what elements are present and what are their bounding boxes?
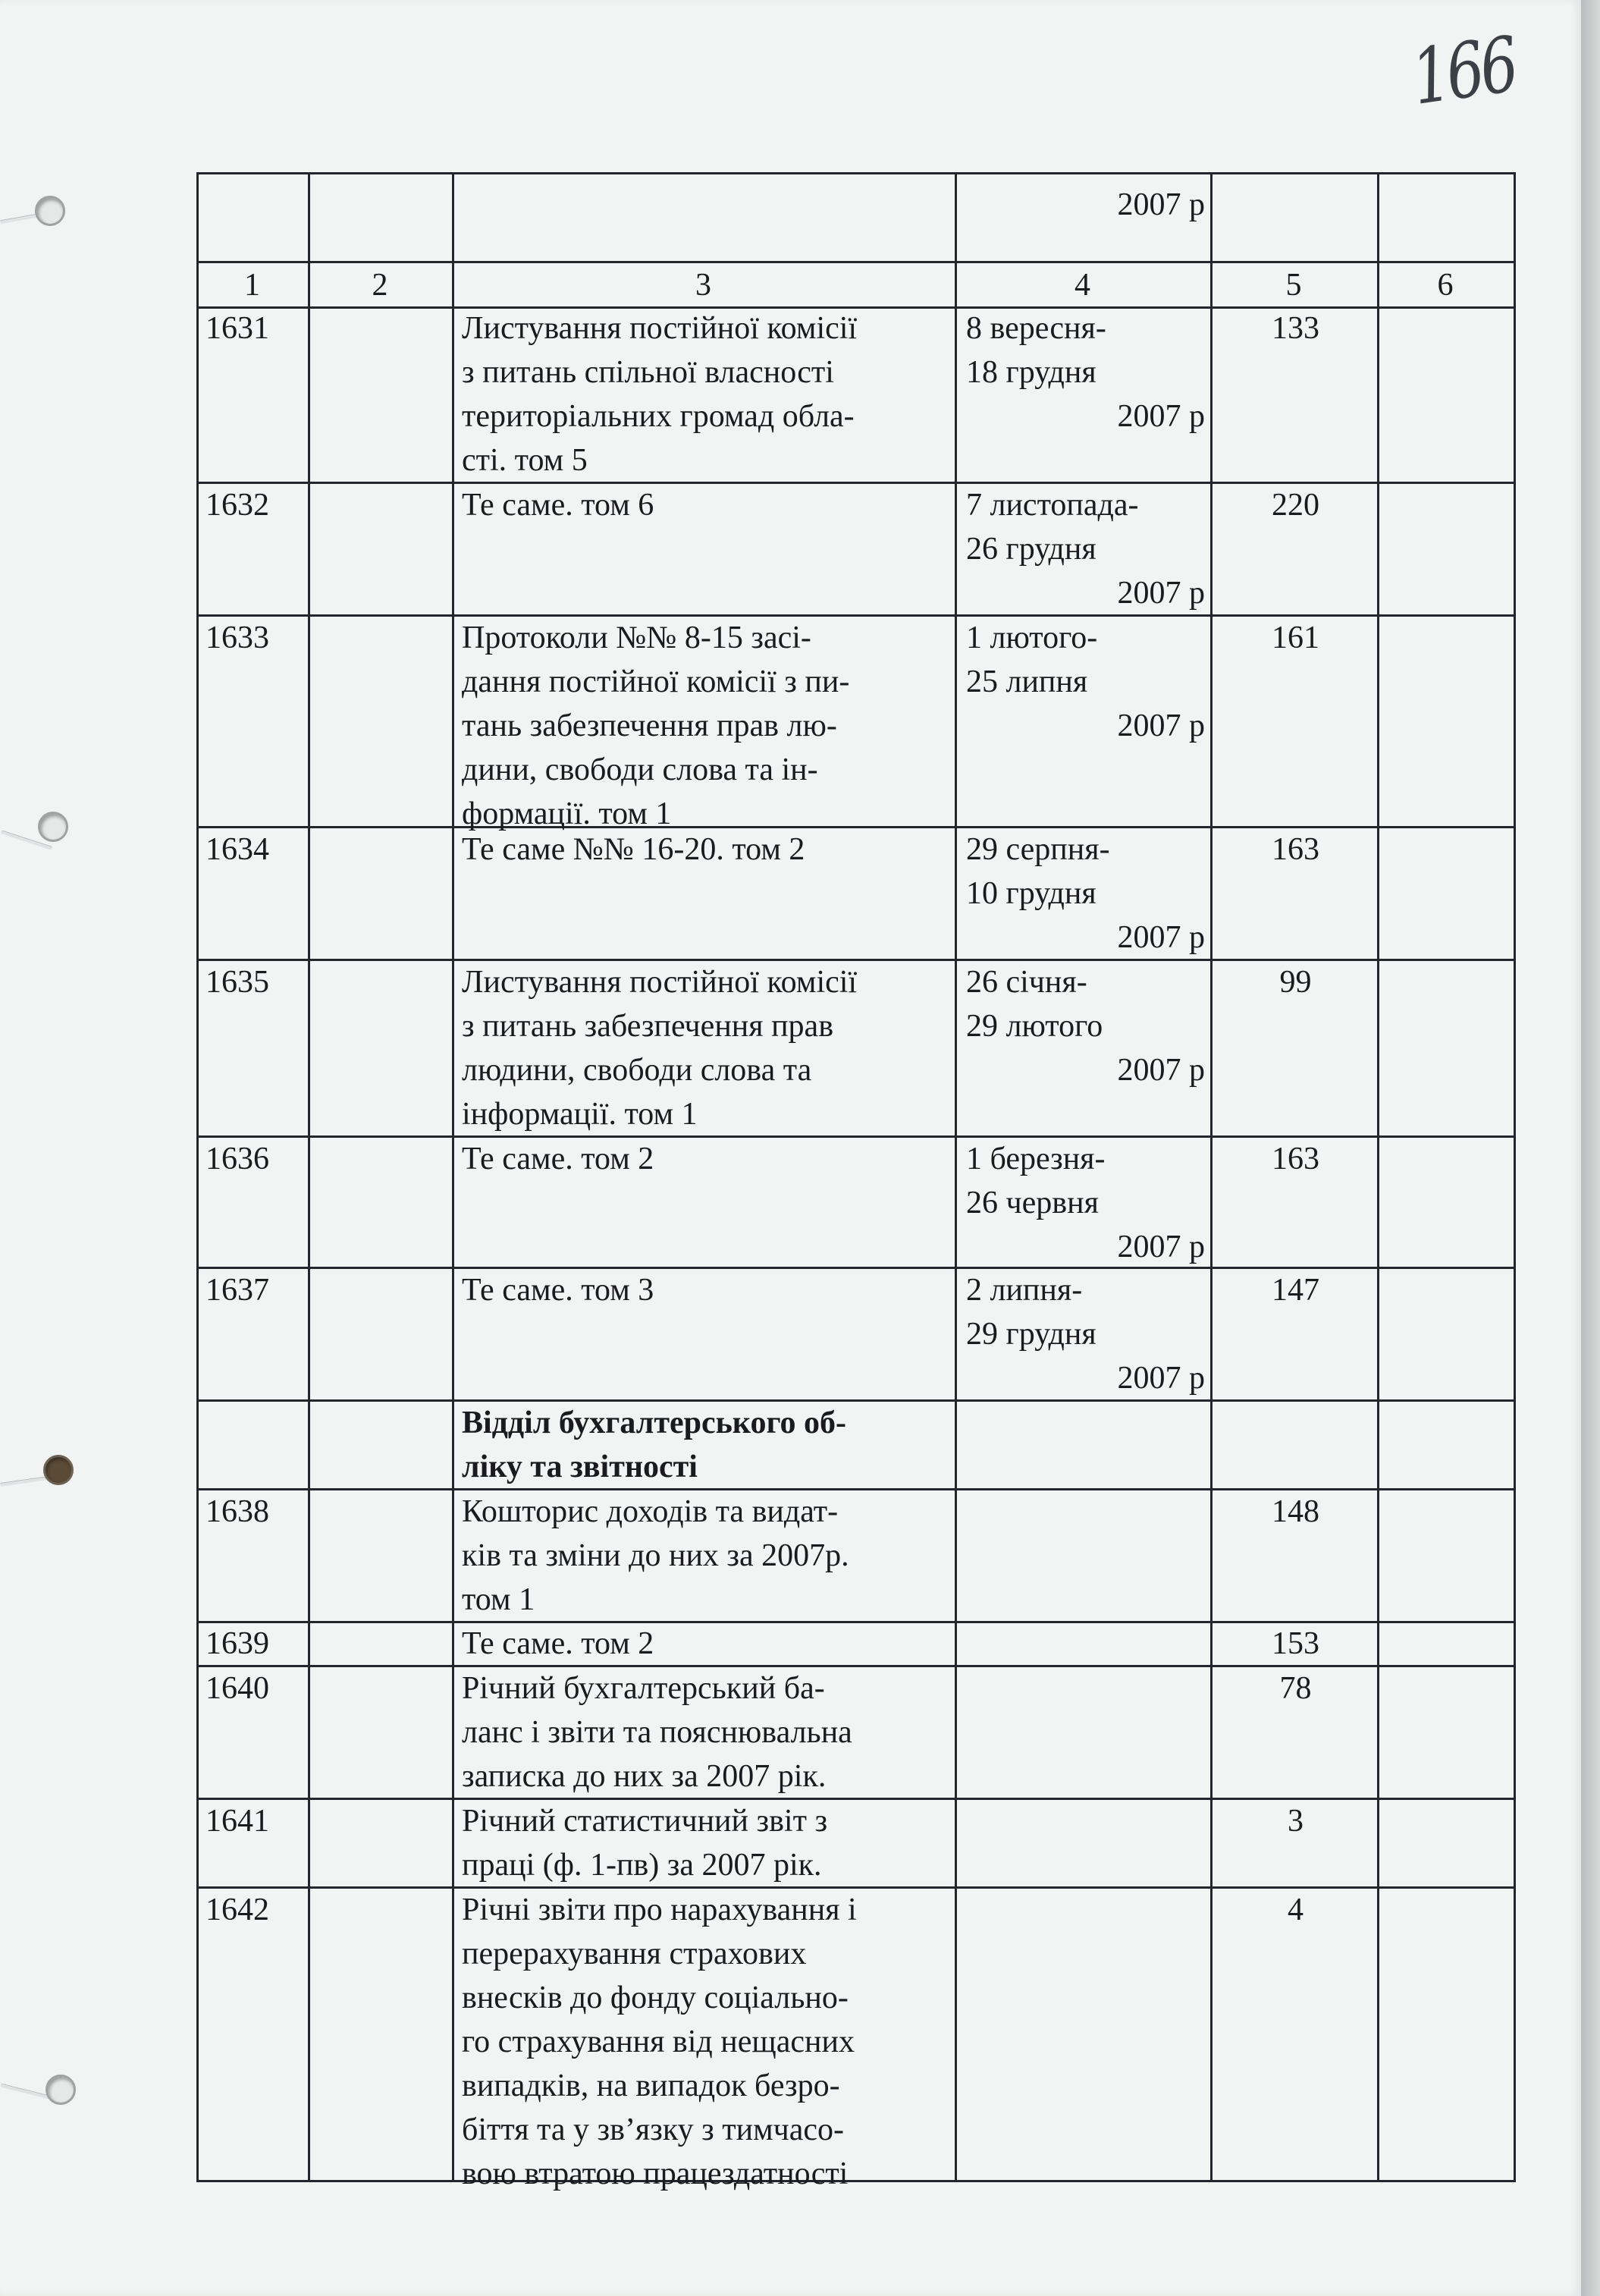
- row-date: 7 листопада- 26 грудня 2007 р: [966, 488, 1205, 611]
- column-number: 5: [1285, 268, 1302, 303]
- row-date: 1 березня- 26 червня 2007 р: [966, 1142, 1205, 1264]
- page-edge-shadow: [1581, 0, 1600, 2296]
- row-number: 1633: [205, 620, 269, 655]
- table-column-rule: [1210, 172, 1213, 2182]
- row-number: 1639: [205, 1626, 269, 1661]
- table-column-rule: [452, 172, 454, 2182]
- table-rule: [196, 172, 1516, 174]
- table-column-rule: [955, 172, 957, 2182]
- table-column-rule: [196, 172, 199, 2182]
- binding-hole: [38, 812, 68, 842]
- column-number: 1: [244, 268, 260, 303]
- column-number: 2: [372, 268, 388, 303]
- row-sheet-count: 147: [1272, 1273, 1319, 1308]
- row-date: 2 липня- 29 грудня 2007 р: [966, 1273, 1205, 1396]
- table-column-rule: [1377, 172, 1379, 2182]
- handwritten-page-number: 166: [1407, 20, 1520, 122]
- row-description: Кошторис доходів та видат- ків та зміни до них за 2007р. том 1: [462, 1494, 849, 1617]
- row-description: Листування постійної комісії з питань забезпечення прав людини, свободи слова та інформації. том 1: [462, 965, 858, 1132]
- row-description: Те саме. том 2: [462, 1142, 654, 1176]
- row-sheet-count: 163: [1272, 1142, 1319, 1176]
- row-description: Те саме. том 3: [462, 1273, 654, 1308]
- row-description: Річний бухгалтерський ба- ланс і звіти та пояснювальна записка до них за 2007 рік.: [462, 1671, 852, 1794]
- row-number: 1638: [205, 1494, 269, 1529]
- row-number: 1632: [205, 488, 269, 523]
- row-sheet-count: 133: [1272, 311, 1319, 346]
- row-sheet-count: 161: [1272, 620, 1319, 655]
- row-sheet-count: 99: [1279, 965, 1312, 1000]
- table-column-rule: [1514, 172, 1516, 2182]
- row-sheet-count: 3: [1288, 1804, 1304, 1839]
- row-date: 26 січня- 29 лютого 2007 р: [966, 965, 1205, 1088]
- row-number: 1641: [205, 1804, 269, 1839]
- column-number: 6: [1437, 268, 1454, 303]
- row-description: Річні звіти про нарахування і перерахування страхових внесків до фонду соціально- го страхування від нещасних випадків, на випадок безро- біття та у зв’язку з тимчасо- вою втратою працездатності: [462, 1892, 857, 2191]
- column-number: 3: [695, 268, 711, 303]
- row-description: Те саме. том 2: [462, 1626, 654, 1661]
- row-description: Листування постійної комісії з питань спільної власності територіальних громад обла- сті. том 5: [462, 311, 858, 478]
- row-sheet-count: 153: [1272, 1626, 1319, 1661]
- continued-date-cell: 2007 р: [1117, 187, 1205, 222]
- row-sheet-count: 4: [1288, 1892, 1304, 1927]
- row-number: 1640: [205, 1671, 269, 1706]
- row-number: 1635: [205, 965, 269, 1000]
- row-sheet-count: 163: [1272, 832, 1319, 867]
- row-date: 29 серпня- 10 грудня 2007 р: [966, 832, 1205, 955]
- row-sheet-count: 78: [1279, 1671, 1312, 1706]
- row-date: 8 вересня- 18 грудня 2007 р: [966, 311, 1205, 434]
- section-heading: Відділ бухгалтерського об- ліку та звітності: [462, 1406, 846, 1484]
- binding-hole: [43, 1455, 74, 1485]
- row-date: 1 лютого- 25 липня 2007 р: [966, 620, 1205, 743]
- row-number: 1631: [205, 311, 269, 346]
- column-number: 4: [1075, 268, 1090, 303]
- binding-hole: [35, 196, 65, 226]
- binding-hole: [45, 2075, 76, 2105]
- row-number: 1636: [205, 1142, 269, 1176]
- row-description: Річний статистичний звіт з праці (ф. 1-пв) за 2007 рік.: [462, 1804, 828, 1883]
- row-description: Протоколи №№ 8-15 засі- дання постійної комісії з пи- тань забезпечення прав лю- дини, свободи слова та ін- формації. том 1: [462, 620, 850, 831]
- row-sheet-count: 148: [1272, 1494, 1319, 1529]
- row-number: 1642: [205, 1892, 269, 1927]
- row-sheet-count: 220: [1272, 488, 1319, 523]
- row-number: 1634: [205, 832, 269, 867]
- records-table: [196, 172, 1516, 2191]
- row-description: Те саме. том 6: [462, 488, 654, 523]
- row-number: 1637: [205, 1273, 269, 1308]
- table-column-rule: [308, 172, 310, 2182]
- row-description: Те саме №№ 16-20. том 2: [462, 832, 805, 867]
